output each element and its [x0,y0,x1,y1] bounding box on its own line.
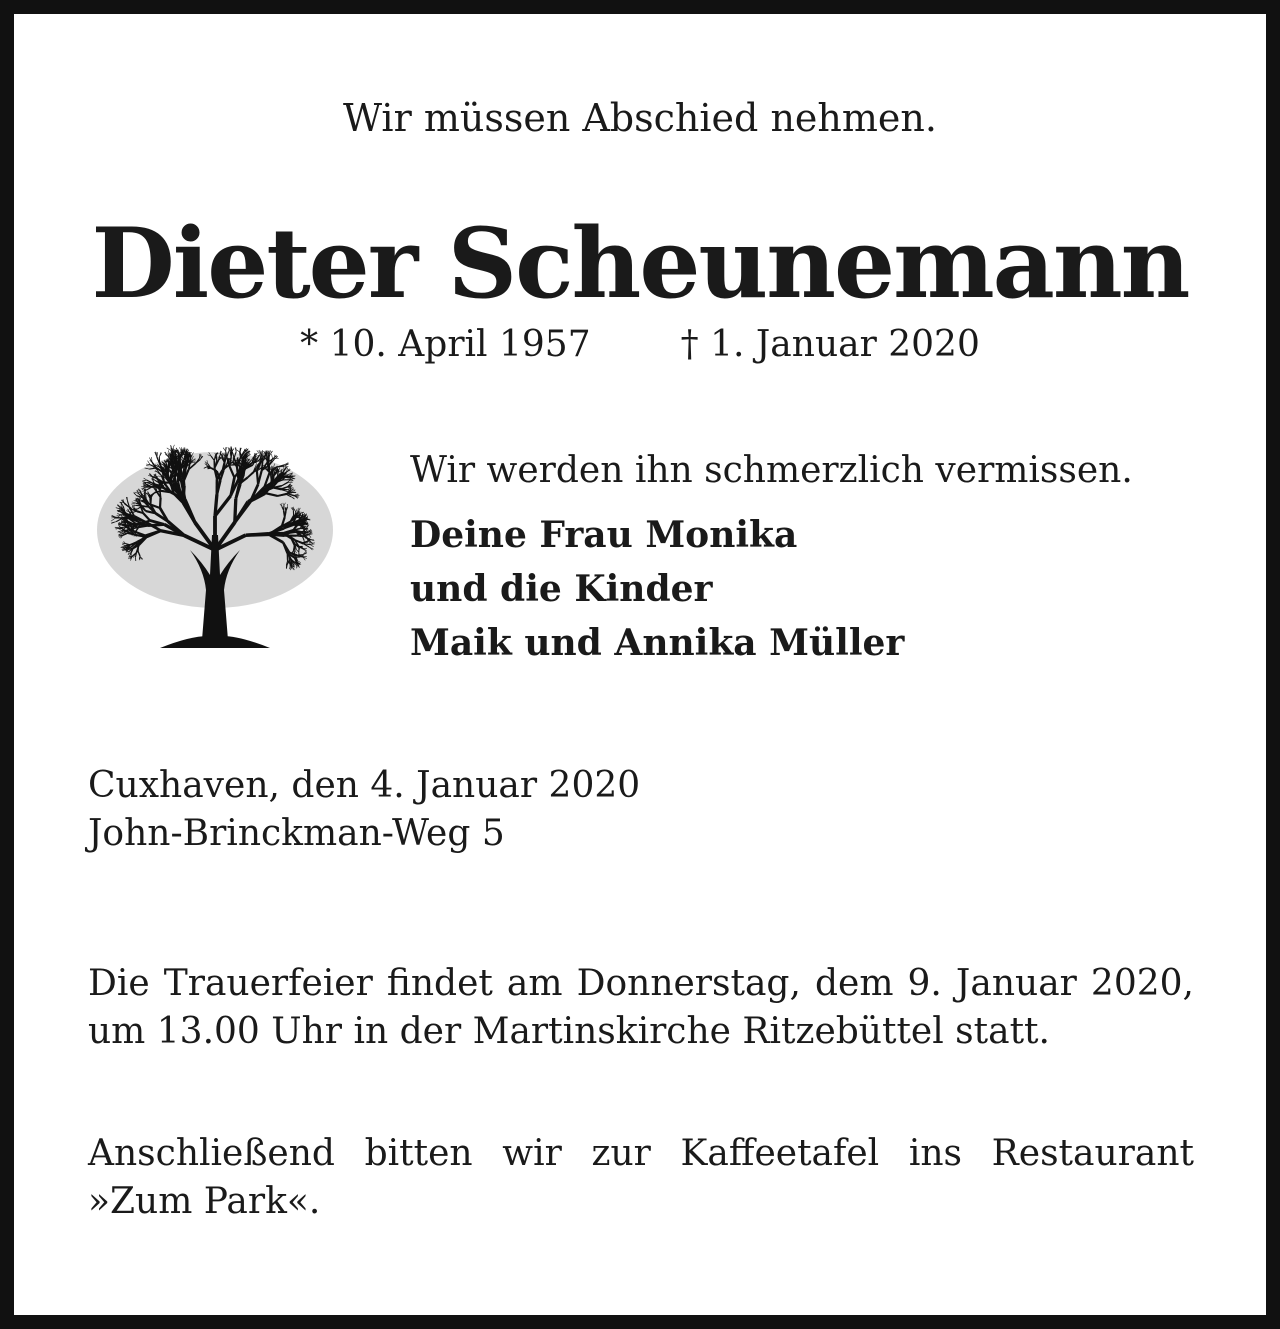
tree-icon [90,440,340,655]
intro-line: Wir müssen Abschied nehmen. [343,96,937,140]
signers-block [410,508,904,670]
signer-line: und die Kinder [410,568,713,610]
birth-date: * 10. April 1957 [300,324,591,365]
signer-line: Deine Frau Monika [410,514,798,556]
ceremony-paragraph: Die Trauerfeier findet am Donnerstag, dem 9. Januar 2020, um 13.00 Uhr in der Martinskirche Ritzebüttel statt. [88,963,1194,1052]
reception-paragraph: Anschließend bitten wir zur Kaffeetafel ins Restaurant »Zum Park«. [88,1133,1194,1222]
place-date: Cuxhaven, den 4. Januar 2020 [88,765,641,806]
grief-line: Wir werden ihn schmerzlich vermissen. [410,450,1133,491]
deceased-name: Dieter Scheunemann [91,207,1189,320]
address: John-Brinckman-Weg 5 [88,813,505,854]
life-dates [0,320,1280,370]
place-block [88,762,640,858]
signer-line: Maik und Annika Müller [410,622,905,664]
death-date: † 1. Januar 2020 [680,324,980,365]
